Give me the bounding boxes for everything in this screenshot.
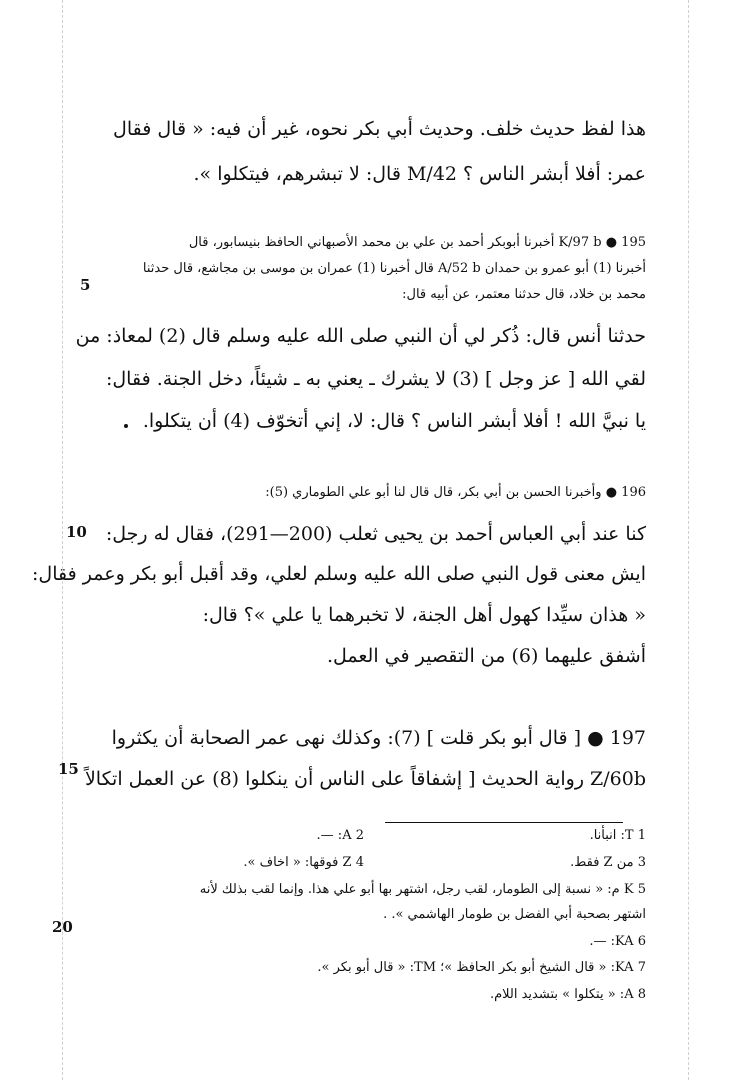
hadith-195-heading: أخبرنا (1) أبو عمرو بن حمدان A/52 b قال أخبرنا (1) عمران بن موسى بن مجاشع، قال حدثنا: [142, 261, 646, 276]
text-line: عمر: أفلا أبشر الناس ؟ M/42 قال: لا تبشرهم، فيتكلوا ».: [193, 163, 646, 185]
line-number: 10: [66, 523, 87, 541]
text-line: هذا لفظ حديث خلف. وحديث أبي بكر نحوه، غير أن فيه: « قال فقال: [113, 118, 646, 140]
hadith-196-heading: 196 ● وأخبرنا الحسن بن أبي بكر، قال قال لنا أبو علي الطوماري (5):: [265, 485, 646, 500]
text-line: لقي الله [ عز وجل ] (3) لا يشرك ـ يعني به ـ شيئاً، دخل الجنة. فقال:: [105, 368, 646, 390]
margin-guide-right: [688, 0, 689, 1080]
text-line: يا نبيَّ الله ! أفلا أبشر الناس ؟ قال: لا، إني أتخوّف (4) أن يتكلوا.: [142, 410, 646, 432]
footnote-5-cont: اشتهر بصحبة أبي الفضل بن طومار الهاشمي ». .: [383, 907, 646, 922]
footnote-3: 3 من Z فقط.: [570, 855, 646, 870]
text-line: كنا عند أبي العباس أحمد بن يحيى ثعلب (200—291)، فقال له رجل:: [105, 523, 646, 545]
footnote-5: 5 K م: « نسبة إلى الطومار، لقب رجل، اشتهر بها أبو علي هذا. وإنما لقب بذلك لأنه: [199, 882, 646, 897]
footnote-2: 2 A: —.: [316, 828, 364, 843]
text-line: ايش معنى قول النبي صلى الله عليه وسلم لعلي، وقد أقبل أبو بكر وعمر فقال:: [32, 563, 646, 585]
line-number: 20: [52, 918, 73, 936]
footnote-8: 8 A: « يتكلوا » بتشديد اللام.: [489, 987, 646, 1002]
footnote-7: 7 KA: « قال الشيخ أبو بكر الحافظ »؛ TM: « قال أبو بكر ».: [317, 960, 646, 975]
hadith-197-line: 197 ● [ قال أبو بكر قلت ] (7): وكذلك نهى عمر الصحابة أن يكثروا: [111, 727, 646, 749]
footnote-rule: [385, 822, 623, 823]
ink-dot: [124, 424, 128, 428]
footnote-6: 6 KA: —.: [589, 934, 646, 949]
hadith-195-heading: 195 ● K/97 b أخبرنا أبوبكر أحمد بن علي بن محمد الأصبهاني الحافظ بنيسابور، قال: [188, 235, 646, 250]
hadith-195-heading: محمد بن خلاد، قال حدثنا معتمر، عن أبيه قال:: [402, 287, 646, 302]
text-line: أشفق عليهما (6) من التقصير في العمل.: [326, 645, 646, 667]
text-line: « هذان سيِّدا كهول أهل الجنة، لا تخبرهما يا علي »؟ قال:: [202, 604, 646, 626]
line-number: 15: [58, 760, 79, 778]
text-line: حدثنا أنس قال: ذُكر لي أن النبي صلى الله عليه وسلم قال (2) لمعاذ: من: [75, 325, 646, 347]
footnote-4: 4 Z فوقها: « اخاف ».: [243, 855, 364, 870]
footnote-1: 1 T: انبأنا.: [589, 828, 646, 843]
line-number: 5: [80, 276, 91, 294]
hadith-197-line: Z/60b رواية الحديث [ إشفاقاً على الناس أن ينكلوا (8) عن العمل اتكالاً: [84, 768, 646, 790]
